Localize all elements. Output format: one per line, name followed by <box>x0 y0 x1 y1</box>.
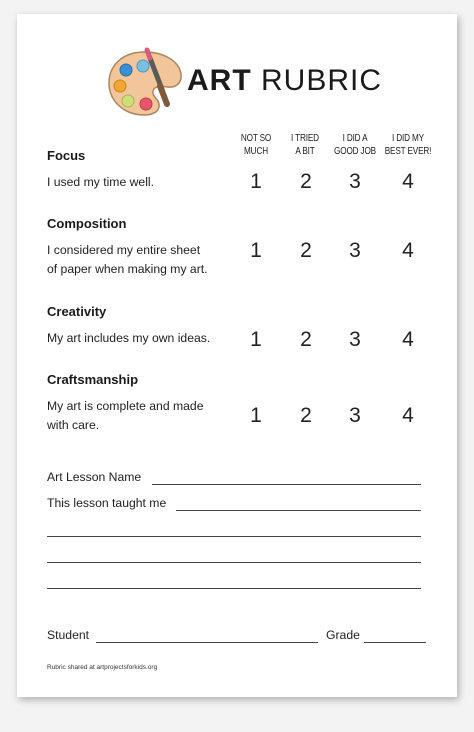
score-4[interactable]: 4 <box>402 404 414 427</box>
lesson-taught-label: This lesson taught me <box>47 496 167 510</box>
lesson-taught-line[interactable] <box>47 536 421 537</box>
criterion-description: I considered my entire sheet of paper when making my art. <box>47 243 208 276</box>
column-header-good-job: I DID A GOOD JOB <box>334 133 376 157</box>
score-2[interactable]: 2 <box>300 328 312 351</box>
grade-field[interactable] <box>364 642 426 643</box>
category-craftsmanship: Craftsmanship <box>47 372 139 387</box>
score-1[interactable]: 1 <box>250 170 262 193</box>
score-1[interactable]: 1 <box>250 328 262 351</box>
score-4[interactable]: 4 <box>402 170 414 193</box>
footer-credit: Rubric shared at artprojectsforkids.org <box>47 664 158 671</box>
score-1[interactable]: 1 <box>250 404 262 427</box>
score-3[interactable]: 3 <box>349 170 361 193</box>
column-header-i-tried-a-bit: I TRIED A BIT <box>291 133 319 157</box>
score-4[interactable]: 4 <box>402 239 414 262</box>
category-creativity: Creativity <box>47 304 107 319</box>
lesson-name-label: Art Lesson Name <box>47 470 142 484</box>
rubric-sheet <box>17 14 457 697</box>
score-3[interactable]: 3 <box>349 328 361 351</box>
student-label: Student <box>47 628 90 642</box>
lesson-name-field[interactable] <box>152 484 421 485</box>
criterion-description: My art includes my own ideas. <box>47 331 211 345</box>
page-title: ART RUBRIC <box>187 64 383 97</box>
lesson-taught-field[interactable] <box>176 510 421 511</box>
column-header-best-ever: I DID MY BEST EVER! <box>384 133 432 157</box>
score-1[interactable]: 1 <box>250 239 262 262</box>
score-4[interactable]: 4 <box>402 328 414 351</box>
criterion-description: My art is complete and made with care. <box>47 399 204 432</box>
score-2[interactable]: 2 <box>300 404 312 427</box>
score-2[interactable]: 2 <box>300 170 312 193</box>
lesson-taught-line[interactable] <box>47 562 421 563</box>
score-3[interactable]: 3 <box>349 239 361 262</box>
painter-palette-icon <box>106 46 184 120</box>
category-composition: Composition <box>47 216 127 231</box>
student-name-field[interactable] <box>96 642 318 643</box>
score-3[interactable]: 3 <box>349 404 361 427</box>
score-2[interactable]: 2 <box>300 239 312 262</box>
grade-label: Grade <box>326 628 360 642</box>
column-header-not-so-much: NOT SO MUCH <box>240 133 272 157</box>
category-focus: Focus <box>47 148 86 163</box>
criterion-description: I used my time well. <box>47 175 155 189</box>
lesson-taught-line[interactable] <box>47 588 421 589</box>
